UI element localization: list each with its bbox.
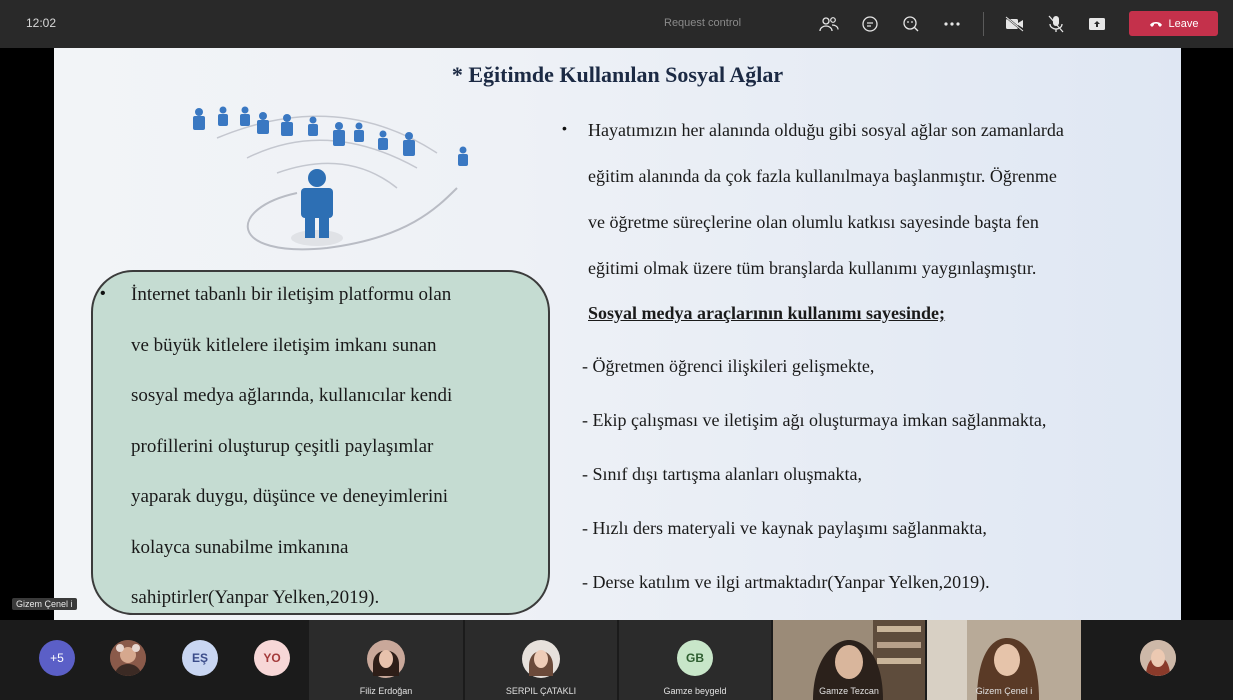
bullet-marker: • xyxy=(100,285,106,302)
chat-icon[interactable] xyxy=(858,12,882,36)
participants-icon[interactable] xyxy=(817,12,841,36)
definition-line: sahiptirler(Yanpar Yelken,2019). xyxy=(131,587,380,608)
slide-title: * Eğitimde Kullanılan Sosyal Ağlar xyxy=(451,62,784,87)
list-item: - Öğretmen öğrenci ilişkileri gelişmekte, xyxy=(582,356,875,376)
overflow-participants-avatar[interactable]: +5 xyxy=(39,640,75,676)
bullet-marker: • xyxy=(562,120,567,136)
definition-line: ve büyük kitlelere iletişim imkanı sunan xyxy=(131,334,437,356)
shared-content-stage xyxy=(0,48,1233,620)
avatar: GB xyxy=(677,640,713,676)
avatar[interactable] xyxy=(1140,640,1176,676)
participant-tile[interactable] xyxy=(309,620,463,700)
participant-tile[interactable] xyxy=(465,620,617,700)
participant-video-tile[interactable] xyxy=(773,620,925,700)
participant-name: Gamze Tezcan xyxy=(819,686,879,696)
paragraph-line: ve öğretme süreçlerine olan olumlu katkısı sayesinde başta fen xyxy=(588,212,1039,232)
avatar[interactable]: EŞ xyxy=(182,640,218,676)
avatar[interactable]: YO xyxy=(254,640,290,676)
definition-line: İnternet tabanlı bir iletişim platformu olan xyxy=(131,284,452,305)
avatar[interactable] xyxy=(110,640,146,676)
meeting-toolbar xyxy=(0,0,1233,48)
camera-off-icon[interactable] xyxy=(1003,12,1027,36)
leave-button[interactable] xyxy=(1129,11,1218,36)
definition-line: yaparak duygu, düşünce ve deneyimlerini xyxy=(131,486,449,507)
meeting-timer: 12:02 xyxy=(26,16,57,30)
share-screen-icon[interactable] xyxy=(1085,12,1109,36)
list-item: - Derse katılım ve ilgi artmaktadır(Yanpar Yelken,2019). xyxy=(582,572,990,592)
leave-label: Leave xyxy=(1168,17,1199,30)
presenter-name-tag: Gizem Çenel i xyxy=(12,598,77,610)
participant-tile[interactable] xyxy=(619,620,771,700)
presentation-slide xyxy=(54,48,1181,620)
definition-line: kolayca sunabilme imkanına xyxy=(131,536,349,558)
mic-muted-icon[interactable] xyxy=(1044,12,1068,36)
participant-video-tile[interactable] xyxy=(927,620,1081,700)
social-network-illustration xyxy=(187,98,487,253)
participant-name: SERPIL ÇATAKLI xyxy=(505,686,577,696)
paragraph-line: Hayatımızın her alanında olduğu gibi sosyal ağlar son zamanlarda xyxy=(588,120,1064,140)
participant-name: Gizem Çenel i xyxy=(975,686,1033,696)
subheading: Sosyal medya araçlarının kullanımı sayesinde; xyxy=(588,303,946,323)
paragraph-line: eğitimi olmak üzere tüm branşlarda kullanımı yaygınlaşmıştır. xyxy=(588,258,1037,278)
paragraph-line: eğitim alanında da çok fazla kullanılmaya başlanmıştır. Öğrenme xyxy=(588,166,1057,186)
profile-photo xyxy=(367,640,405,678)
request-control-button[interactable]: Request control xyxy=(664,17,742,29)
list-item: - Ekip çalışması ve iletişim ağı oluşturmaya imkan sağlanmakta, xyxy=(582,410,1047,430)
more-options-icon[interactable] xyxy=(940,12,964,36)
reactions-icon[interactable] xyxy=(899,12,923,36)
definition-line: sosyal medya ağlarında, kullanıcılar kendi xyxy=(131,385,453,406)
list-item: - Hızlı ders materyali ve kaynak paylaşımı sağlanmakta, xyxy=(582,518,987,538)
list-item: - Sınıf dışı tartışma alanları oluşmakta, xyxy=(582,464,862,484)
participant-name: Filiz Erdoğan xyxy=(359,686,413,696)
participant-tray xyxy=(0,620,1233,700)
definition-line: profillerini oluşturup çeşitli paylaşımlar xyxy=(131,435,434,457)
profile-photo xyxy=(1140,640,1176,676)
participant-name: Gamze beygeld xyxy=(663,686,727,696)
definition-text xyxy=(131,284,541,620)
toolbar-divider xyxy=(983,12,984,36)
profile-photo xyxy=(110,640,146,676)
profile-photo xyxy=(522,640,560,678)
phone-hangup-icon xyxy=(1149,20,1163,28)
